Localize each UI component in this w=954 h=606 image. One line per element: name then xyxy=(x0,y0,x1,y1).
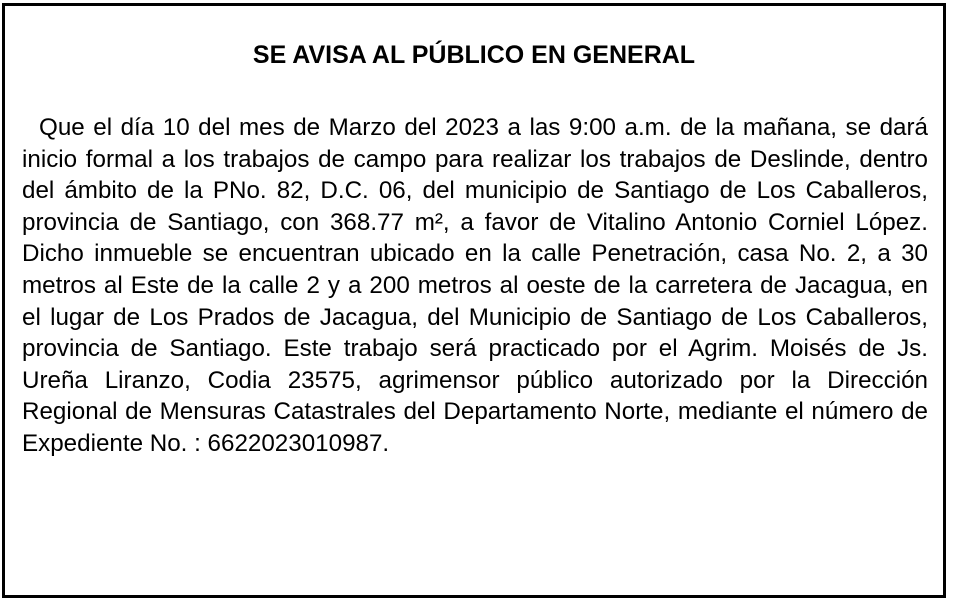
notice-title: SE AVISA AL PÚBLICO EN GENERAL xyxy=(252,41,696,69)
public-notice xyxy=(2,3,946,598)
notice-body: Que el día 10 del mes de Marzo del 2023 a las 9:00 a.m. de la mañana, se dará inicio formal a los trabajos de campo para realizar los trabajos de Deslinde, dentro del ámbito de la PNo. 82, D.C. 06, del municipio de Santiago de Los Caballeros, provincia de Santiago, con 368.77 m², a favor de Vitalino Antonio Corniel López. Dicho inmueble se encuentran ubicado en la calle Penetración, casa No. 2, a 30 metros al Este de la calle 2 y a 200 metros al oeste de la carretera de Jacagua, en el lugar de Los Prados de Jacagua, del Municipio de Santiago de Los Caballeros, provincia de Santiago. Este trabajo será practicado por el Agrim. Moisés de Js. Ureña Liranzo, Codia 23575, agrimensor público autorizado por la Dirección Regional de Mensuras Catastrales del Departamento Norte, mediante el número de Expediente No. : 6622023010987. xyxy=(22,114,928,457)
